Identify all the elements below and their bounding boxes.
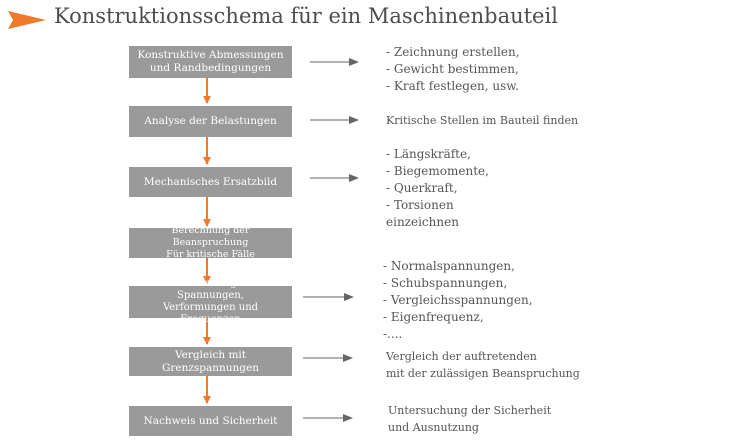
note-dimensions: - Zeichnung erstellen, - Gewicht bestimmen, - Kraft festlegen, usw. (386, 45, 520, 93)
note-load-analysis: Kritische Stellen im Bauteil finden (386, 114, 579, 127)
step-box-dimensions: Konstruktive Abmessungen und Randbedingungen (129, 46, 292, 78)
step-box-load-analysis: Analyse der Belastungen (129, 106, 292, 137)
step-box-mechanical-model: Mechanisches Ersatzbild (129, 167, 292, 197)
page-title: Konstruktionsschema für ein Maschinenbauteil (54, 4, 558, 28)
step-box-stress-investigation: Untersuchung der Spannungen, Verformungen und Frequenzen (129, 286, 292, 318)
note-stress-investigation: - Normalspannungen, - Schubspannungen, - Vergleichsspannungen, - Eigenfrequenz, -.... (383, 259, 533, 341)
step-box-stress-calculation: Berechnung der Beanspruchung Für kritische Fälle (129, 228, 292, 258)
note-mechanical-model: - Längskräfte, - Biegemomente, - Querkraft, - Torsionen einzeichnen (386, 147, 489, 229)
note-verification: Untersuchung der Sicherheit und Ausnutzung (388, 404, 552, 434)
note-limit-comparison: Vergleich der auftretenden mit der zulässigen Beanspruchung (386, 350, 580, 380)
step-box-verification: Nachweis und Sicherheit (129, 406, 292, 436)
step-box-limit-comparison: Vergleich mit Grenzspannungen (129, 347, 292, 376)
